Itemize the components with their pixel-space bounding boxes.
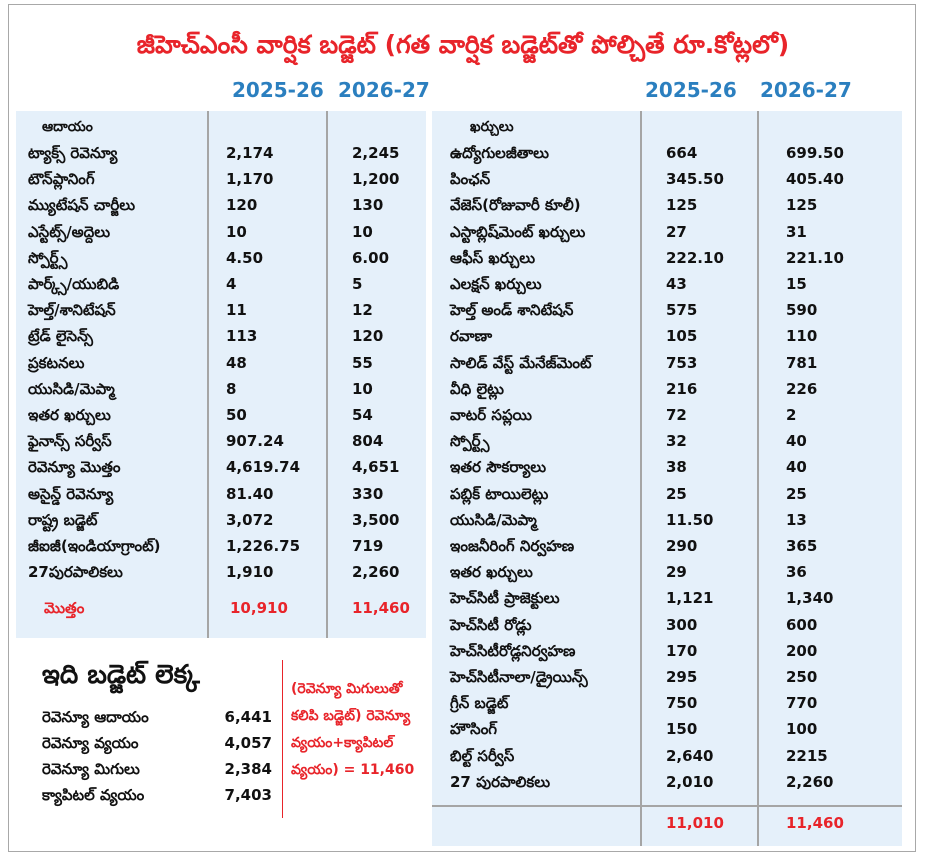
income-label: ట్యాక్స్ రెవెన్యూ [28,144,118,162]
expense-value-2025-26: 29 [666,563,687,582]
income-value-2026-27: 54 [352,406,373,424]
summary-row [42,756,272,782]
income-label: ప్రకటనలు [28,353,85,372]
income-value-2026-27: 120 [352,327,384,346]
expense-divider-1 [640,111,642,846]
expense-value-2026-27: 365 [786,537,818,555]
income-value-2026-27: 5 [352,275,363,293]
income-value-2026-27: 719 [352,537,384,555]
expense-value-2026-27: 590 [786,301,818,320]
expense-label: హెచ్‌సిటీ రోడ్లు [450,615,532,634]
expense-value-2026-27: 781 [786,353,818,372]
income-total-label: మొత్తం [44,599,85,617]
expense-total-2026-27: 11,460 [786,814,844,832]
expense-value-2025-26: 125 [666,196,698,215]
expense-value-2025-26: 105 [666,327,698,346]
income-total-2025-26: 10,910 [230,599,288,617]
income-label: ఫైనాన్స్ సర్వీస్ [28,432,112,451]
summary-note-box [282,660,427,818]
income-value-2025-26: 113 [226,327,258,346]
expense-value-2025-26: 170 [666,641,698,660]
expense-label: రవాణా [450,327,493,346]
expense-value-2026-27: 2,260 [786,772,834,791]
income-label: హెల్త్/శానిటేషన్ [28,301,116,320]
expense-label: ఎస్టాబ్లిష్‌మెంట్ ఖర్చులు [450,222,586,241]
expense-label: 27 పురపాలికలు [450,772,551,791]
budget-summary-box [16,638,426,848]
expense-label: స్పోర్ట్స్ [450,432,490,451]
summary-label: రెవెన్యూ ఆదాయం [42,708,149,726]
summary-value: 2,384 [224,760,272,778]
expense-value-2025-26: 2,010 [666,772,714,791]
summary-title: ఇది బడ్జెట్ లెక్క [42,660,200,690]
income-value-2025-26: 11 [226,301,247,320]
income-label: మ్యుటేషన్ చార్జీలు [28,196,136,215]
expense-total-2025-26: 11,010 [666,814,724,832]
summary-row [42,704,272,730]
income-value-2026-27: 10 [352,379,373,398]
expense-value-2026-27: 250 [786,668,818,686]
income-value-2025-26: 3,072 [226,510,274,529]
income-value-2026-27: 6.00 [352,248,390,267]
expense-value-2025-26: 345.50 [666,170,724,189]
expense-value-2025-26: 2,640 [666,746,714,765]
expense-value-2025-26: 38 [666,458,687,477]
expense-value-2026-27: 100 [786,720,818,739]
income-label: స్పోర్ట్స్ [28,248,68,267]
income-label: ఎస్టేట్స్/అద్దెలు [28,222,111,241]
expense-label: వేజెస్(రోజువారీ కూలీ) [450,196,581,215]
expense-value-2026-27: 13 [786,510,807,529]
income-value-2026-27: 55 [352,353,373,372]
income-value-2025-26: 50 [226,406,247,424]
expense-value-2025-26: 222.10 [666,248,724,267]
expense-label: గ్రీన్ బడ్జెట్ [450,694,509,713]
summary-label: క్యాపిటల్ వ్యయం [42,786,145,804]
expense-value-2025-26: 753 [666,353,698,372]
expense-value-2025-26: 25 [666,484,687,503]
income-value-2026-27: 804 [352,432,384,451]
summary-label: రెవెన్యూ వ్యయం [42,734,139,752]
expense-value-2025-26: 1,121 [666,589,714,608]
expense-value-2026-27: 31 [786,222,807,241]
income-value-2025-26: 2,174 [226,144,274,162]
income-value-2025-26: 907.24 [226,432,284,451]
expense-label: ఇతర సౌకర్యాలు [450,458,547,477]
income-value-2025-26: 1,170 [226,170,274,189]
expense-year-2025-26: 2025-26 [645,78,737,102]
expense-value-2026-27: 40 [786,458,807,477]
income-label: 27పురపాలికలు [28,563,123,582]
summary-note: (రెవెన్యూ మిగులుతో కలిపి బడ్జెట్) రెవెన్యూ వ్యయం+క్యాపిటల్ వ్యయం) = 11,460 [291,681,415,778]
income-value-2025-26: 1,226.75 [226,537,301,555]
income-value-2025-26: 8 [226,379,237,398]
income-label: ట్రేడ్ లైసెన్స్ [28,327,93,346]
expense-label: వీధి లైట్లు [450,379,504,398]
income-label: పార్క్స్/యుబిడి [28,275,120,293]
expense-value-2025-26: 72 [666,406,687,424]
summary-value: 7,403 [224,786,272,804]
expense-value-2025-26: 27 [666,222,687,241]
expense-label: యుసిడి/మెప్మా [450,510,537,529]
expense-value-2026-27: 36 [786,563,807,582]
expense-label: వాటర్ సప్లయి [450,406,532,424]
income-divider-2 [326,111,328,638]
income-label: యుసిడి/మెప్మా [28,379,115,398]
income-year-2025-26: 2025-26 [232,78,324,102]
summary-value: 4,057 [224,734,272,752]
income-value-2026-27: 12 [352,301,373,320]
expense-value-2026-27: 25 [786,484,807,503]
expense-label: హెచ్‌సిటీరోడ్లనిర్వహణ [450,641,576,660]
income-value-2026-27: 2,260 [352,563,400,582]
expense-value-2025-26: 575 [666,301,698,320]
expense-label: ఆఫీస్ ఖర్చులు [450,248,536,267]
expense-divider-2 [757,111,759,846]
expense-value-2026-27: 221.10 [786,248,844,267]
income-value-2025-26: 4.50 [226,248,264,267]
income-value-2025-26: 4 [226,275,237,293]
income-label: అసైన్డ్ రెవెన్యూ [28,484,114,503]
income-value-2026-27: 330 [352,484,384,503]
expense-label: పబ్లిక్ టాయిలెట్లు [450,484,549,503]
income-value-2026-27: 1,200 [352,170,400,189]
income-label: జీఐజీ(ఇండియాగ్రాంట్) [28,537,161,555]
expense-value-2026-27: 600 [786,615,818,634]
expense-value-2025-26: 295 [666,668,698,686]
expense-label: హెచ్‌సిటీ ప్రాజెక్టులు [450,589,560,608]
expense-value-2025-26: 664 [666,144,698,162]
income-value-2025-26: 10 [226,222,247,241]
income-value-2026-27: 10 [352,222,373,241]
expense-value-2026-27: 15 [786,275,807,293]
summary-row [42,782,272,808]
expense-label: హెల్త్ అండ్ శానిటేషన్ [450,301,574,320]
expense-value-2026-27: 2215 [786,746,828,765]
income-value-2025-26: 4,619.74 [226,458,301,477]
expense-total-rule [432,805,902,807]
expense-label: సాలిడ్ వేస్ట్ మేనేజ్‌మెంట్ [450,353,592,372]
income-value-2025-26: 81.40 [226,484,274,503]
expense-value-2025-26: 300 [666,615,698,634]
expense-value-2026-27: 110 [786,327,818,346]
income-value-2026-27: 130 [352,196,384,215]
expense-value-2025-26: 32 [666,432,687,451]
income-value-2026-27: 3,500 [352,510,400,529]
summary-row [42,730,272,756]
expense-label: పింఛన్ [450,170,491,189]
expense-value-2025-26: 290 [666,537,698,555]
expense-value-2026-27: 125 [786,196,818,215]
expense-value-2026-27: 226 [786,379,818,398]
summary-value: 6,441 [224,708,272,726]
income-year-2026-27: 2026-27 [338,78,430,102]
income-value-2026-27: 4,651 [352,458,400,477]
expense-value-2026-27: 699.50 [786,144,844,162]
summary-label: రెవెన్యూ మిగులు [42,760,140,778]
expense-label: ఇతర ఖర్చులు [450,563,533,582]
expense-value-2025-26: 11.50 [666,510,714,529]
expense-value-2025-26: 750 [666,694,698,713]
income-header: ఆదాయం [42,119,93,135]
income-total-2026-27: 11,460 [352,599,410,617]
expense-label: బిల్ట్ సర్వీస్ [450,746,515,765]
expense-header: ఖర్చులు [470,119,514,135]
income-label: రెవెన్యూ మొత్తం [28,458,121,477]
expense-value-2025-26: 43 [666,275,687,293]
income-value-2026-27: 2,245 [352,144,400,162]
expense-value-2025-26: 216 [666,379,698,398]
income-divider-1 [207,111,209,638]
income-value-2025-26: 48 [226,353,247,372]
income-label: రాష్ట్ర బడ్జెట్ [28,510,98,529]
expense-label: ఇంజనీరింగ్ నిర్వహణ [450,537,575,555]
expense-label: హెచ్‌సిటీనాలా/డ్రైయిన్స్ [450,668,588,686]
expense-year-2026-27: 2026-27 [760,78,852,102]
page-title: జీహెచ్ఎంసీ వార్షిక బడ్జెట్ (గత వార్షిక బడ్జెట్‌తో పోల్చితే రూ.కోట్లలో) [136,30,790,59]
expense-value-2026-27: 200 [786,641,818,660]
income-value-2025-26: 1,910 [226,563,274,582]
expense-value-2026-27: 405.40 [786,170,844,189]
income-label: ఇతర ఖర్చులు [28,406,111,424]
expense-label: ఎలక్షన్ ఖర్చులు [450,275,542,293]
expense-value-2026-27: 40 [786,432,807,451]
expense-value-2026-27: 2 [786,406,797,424]
expense-value-2025-26: 150 [666,720,698,739]
income-label: టౌన్‌ప్లానింగ్ [28,170,95,189]
expense-label: హౌసింగ్ [450,720,498,739]
expense-value-2026-27: 1,340 [786,589,834,608]
expense-value-2026-27: 770 [786,694,818,713]
expense-label: ఉద్యోగులజీతాలు [450,144,550,162]
income-value-2025-26: 120 [226,196,258,215]
